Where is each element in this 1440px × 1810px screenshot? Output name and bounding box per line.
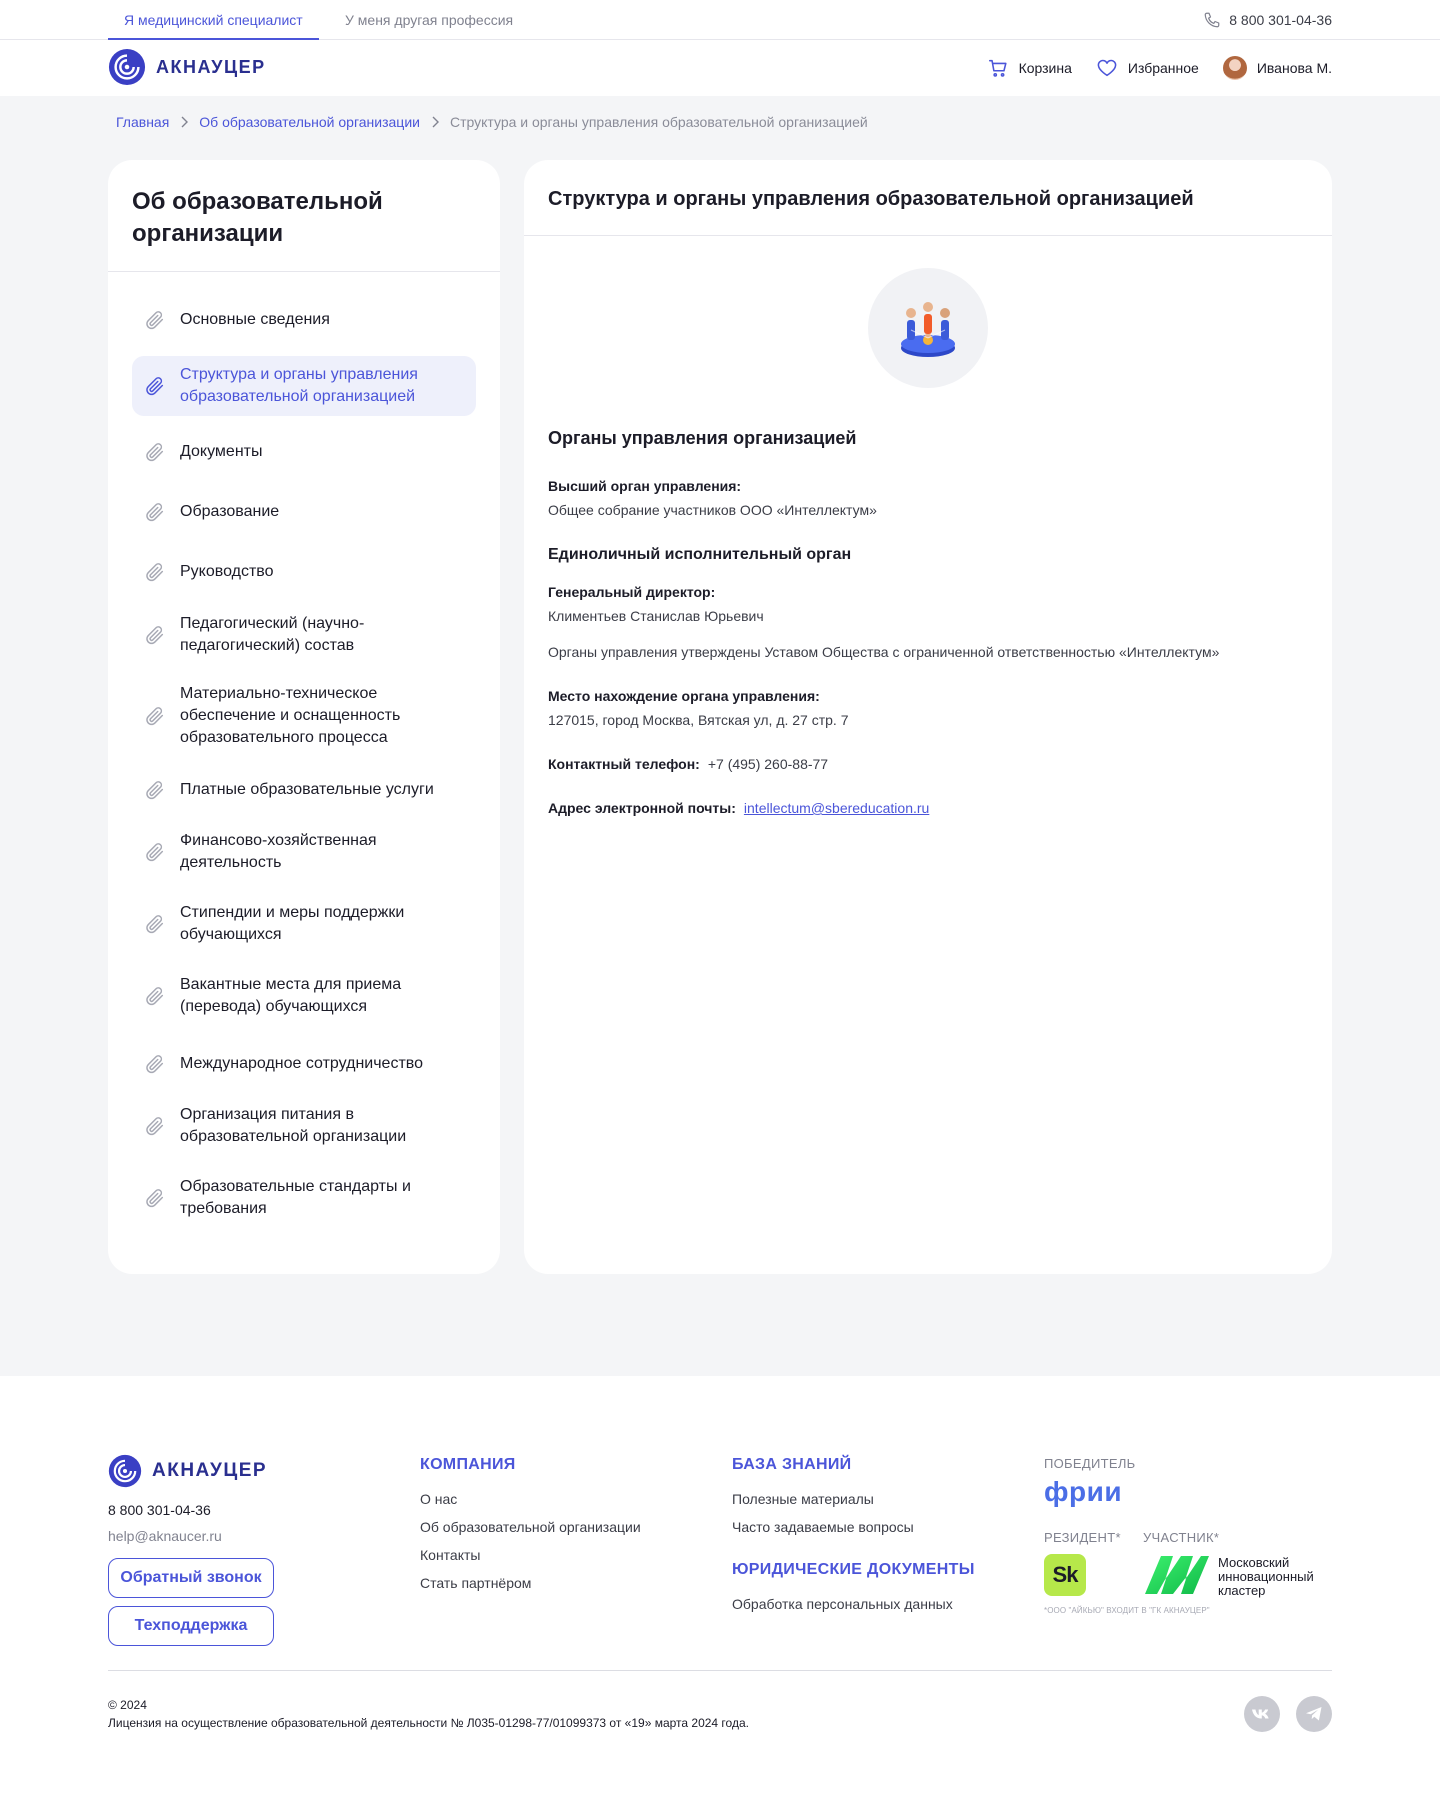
sidebar-item-facilities[interactable] bbox=[132, 679, 476, 753]
user-menu[interactable] bbox=[1223, 56, 1332, 80]
sidebar-item-label: Материально-техническое обеспечение и оснащенность образовательного процесса bbox=[180, 685, 401, 746]
sidebar-item-label: Стипендии и меры поддержки обучающихся bbox=[180, 904, 405, 943]
footer-link-materials[interactable]: Полезные материалы bbox=[732, 1491, 874, 1507]
sidebar-item-label: Вакантные места для приема (перевода) обучающихся bbox=[180, 976, 402, 1015]
favorites-link[interactable] bbox=[1096, 57, 1199, 79]
sidebar-item-label: Образовательные стандарты и требования bbox=[180, 1178, 411, 1217]
paperclip-icon bbox=[144, 501, 166, 523]
sidebar-item-structure[interactable] bbox=[132, 356, 476, 416]
paperclip-icon bbox=[144, 985, 166, 1007]
top-phone-number: 8 800 301-04-36 bbox=[1229, 12, 1332, 28]
sidebar-item-label: Платные образовательные услуги bbox=[180, 781, 434, 798]
sidebar-item-standards[interactable] bbox=[132, 1170, 476, 1226]
paperclip-icon bbox=[144, 309, 166, 331]
paperclip-icon bbox=[144, 1187, 166, 1209]
breadcrumb bbox=[116, 114, 868, 130]
user-name: Иванова М. bbox=[1256, 60, 1332, 76]
sidebar-item-catering[interactable] bbox=[132, 1098, 476, 1154]
paperclip-icon bbox=[144, 1115, 166, 1137]
paperclip-icon bbox=[144, 779, 166, 801]
paperclip-icon bbox=[144, 441, 166, 463]
paperclip-icon bbox=[144, 624, 166, 646]
breadcrumb-current: Структура и органы управления образовательной организацией bbox=[449, 114, 868, 130]
sidebar-item-teaching-staff[interactable] bbox=[132, 607, 476, 663]
mik-logo-icon bbox=[1143, 1554, 1211, 1596]
footer-link-partner[interactable]: Стать партнёром bbox=[420, 1575, 532, 1591]
avatar bbox=[1223, 56, 1247, 80]
paperclip-icon bbox=[144, 561, 166, 583]
sidebar-item-label: Документы bbox=[180, 443, 263, 460]
footer-link-personal-data[interactable]: Обработка персональных данных bbox=[732, 1596, 953, 1612]
footer-link-about[interactable]: О нас bbox=[420, 1491, 458, 1507]
sidebar-item-management[interactable] bbox=[132, 550, 476, 594]
sidebar-title: Об образовательной организации bbox=[132, 188, 383, 247]
breadcrumb-section[interactable]: Об образовательной организации bbox=[199, 114, 420, 130]
top-phone[interactable] bbox=[1203, 0, 1332, 40]
email-row bbox=[548, 800, 929, 816]
sidebar-item-label: Педагогический (научно-педагогический) состав bbox=[180, 615, 365, 654]
sidebar-item-scholarships[interactable] bbox=[132, 896, 476, 952]
approval-note: Органы управления утверждены Уставом Общества с ограниченной ответственностью «Интеллектум» bbox=[548, 644, 1220, 660]
header bbox=[0, 40, 1440, 96]
sidebar-item-finance[interactable] bbox=[132, 824, 476, 880]
paperclip-icon bbox=[144, 1053, 166, 1075]
paperclip-icon bbox=[144, 375, 166, 397]
copyright: © 2024 bbox=[108, 1698, 147, 1712]
vk-icon bbox=[1251, 1707, 1273, 1721]
page-title: Структура и органы управления образовательной организацией bbox=[548, 188, 1194, 210]
logo-mark-icon bbox=[108, 48, 146, 86]
sidebar bbox=[108, 160, 500, 1274]
content-card bbox=[524, 160, 1332, 1274]
telegram-link[interactable] bbox=[1296, 1696, 1332, 1732]
support-button[interactable]: Техподдержка bbox=[108, 1606, 274, 1646]
sidebar-item-label: Структура и органы управления образовательной организацией bbox=[180, 366, 418, 405]
paperclip-icon bbox=[144, 913, 166, 935]
sidebar-item-label: Организация питания в образовательной организации bbox=[180, 1106, 407, 1145]
paperclip-icon bbox=[144, 705, 166, 727]
resident-label: РЕЗИДЕНТ* bbox=[1044, 1530, 1121, 1545]
location-value: 127015, город Москва, Вятская ул, д. 27 стр. 7 bbox=[548, 712, 849, 728]
director-value: Климентьев Станислав Юрьевич bbox=[548, 608, 764, 624]
footer-phone[interactable]: 8 800 301-04-36 bbox=[108, 1502, 211, 1518]
director-label: Генеральный директор: bbox=[548, 584, 716, 600]
footer-link-contacts[interactable]: Контакты bbox=[420, 1547, 481, 1563]
logo[interactable] bbox=[108, 48, 266, 86]
fineprint: *ООО "АЙКЬЮ" ВХОДИТ В "ГК АКНАУЦЕР" bbox=[1044, 1606, 1210, 1615]
location-label: Место нахождение органа управления: bbox=[548, 688, 820, 704]
telegram-icon bbox=[1305, 1706, 1323, 1722]
top-bar bbox=[0, 0, 1440, 40]
favorites-label: Избранное bbox=[1127, 60, 1199, 76]
tab-other-profession[interactable]: У меня другая профессия bbox=[345, 12, 514, 28]
logo-mark-icon bbox=[108, 1454, 142, 1488]
footer-link-organization[interactable]: Об образовательной организации bbox=[420, 1519, 641, 1535]
footer bbox=[0, 1376, 1440, 1810]
breadcrumb-home[interactable]: Главная bbox=[116, 114, 170, 130]
winner-label: ПОБЕДИТЕЛЬ bbox=[1044, 1456, 1136, 1471]
legal-title: ЮРИДИЧЕСКИЕ ДОКУМЕНТЫ bbox=[732, 1561, 975, 1578]
contact-phone-row bbox=[548, 756, 828, 772]
sidebar-item-label: Международное сотрудничество bbox=[180, 1055, 423, 1072]
sidebar-item-education[interactable] bbox=[132, 490, 476, 534]
participant-label: УЧАСТНИК* bbox=[1143, 1530, 1220, 1545]
footer-link-faq[interactable]: Часто задаваемые вопросы bbox=[732, 1519, 914, 1535]
chevron-right-icon bbox=[430, 116, 440, 128]
knowledge-title: БАЗА ЗНАНИЙ bbox=[732, 1456, 852, 1473]
frii-logo: фрии bbox=[1044, 1476, 1123, 1507]
sidebar-item-label: Основные сведения bbox=[180, 311, 330, 328]
logo-text: АКНАУЦЕР bbox=[156, 56, 266, 77]
callback-button[interactable]: Обратный звонок bbox=[108, 1558, 274, 1598]
skolkovo-logo: Sk bbox=[1044, 1554, 1086, 1596]
sidebar-item-basic-info[interactable] bbox=[132, 298, 476, 342]
contact-phone-value: +7 (495) 260-88-77 bbox=[707, 756, 829, 772]
people-group-icon bbox=[868, 268, 988, 388]
footer-email[interactable]: help@aknaucer.ru bbox=[108, 1528, 222, 1544]
cart-link[interactable] bbox=[987, 57, 1072, 79]
sidebar-item-label: Образование bbox=[180, 503, 280, 520]
divider bbox=[108, 271, 500, 272]
sidebar-item-label: Руководство bbox=[180, 563, 274, 580]
heart-icon bbox=[1096, 57, 1118, 79]
sidebar-item-documents[interactable] bbox=[132, 430, 476, 474]
mik-label: Московский инновационный кластер bbox=[1218, 1555, 1314, 1598]
divider bbox=[524, 235, 1332, 236]
contact-phone-label: Контактный телефон: bbox=[548, 756, 700, 772]
supreme-body-label: Высший орган управления: bbox=[548, 478, 742, 494]
sidebar-item-paid-services[interactable] bbox=[132, 768, 476, 812]
paperclip-icon bbox=[144, 841, 166, 863]
executive-body-heading: Единоличный исполнительный орган bbox=[548, 546, 852, 563]
footer-logo-text: АКНАУЦЕР bbox=[152, 1460, 268, 1481]
supreme-body-value: Общее собрание участников ООО «Интеллектум» bbox=[548, 502, 877, 518]
footer-logo[interactable] bbox=[108, 1454, 267, 1488]
email-label: Адрес электронной почты: bbox=[548, 800, 736, 816]
phone-icon bbox=[1203, 11, 1221, 29]
sidebar-item-vacancies[interactable] bbox=[132, 968, 476, 1024]
section-heading: Органы управления организацией bbox=[548, 428, 857, 448]
vk-link[interactable] bbox=[1244, 1696, 1280, 1732]
cart-label: Корзина bbox=[1018, 60, 1072, 76]
sidebar-item-international[interactable] bbox=[132, 1042, 476, 1086]
email-link[interactable]: intellectum@sbereducation.ru bbox=[743, 800, 930, 816]
divider bbox=[108, 1670, 1332, 1671]
people-structure-illustration bbox=[868, 268, 988, 388]
license-text: Лицензия на осуществление образовательной деятельности № Л035-01298-77/01099373 от «19» марта 2024 года. bbox=[108, 1716, 749, 1730]
company-title: КОМПАНИЯ bbox=[420, 1456, 516, 1473]
cart-icon bbox=[987, 57, 1009, 79]
sidebar-item-label: Финансово-хозяйственная деятельность bbox=[180, 832, 377, 871]
tab-medical-specialist[interactable]: Я медицинский специалист bbox=[108, 0, 319, 40]
chevron-right-icon bbox=[179, 116, 189, 128]
